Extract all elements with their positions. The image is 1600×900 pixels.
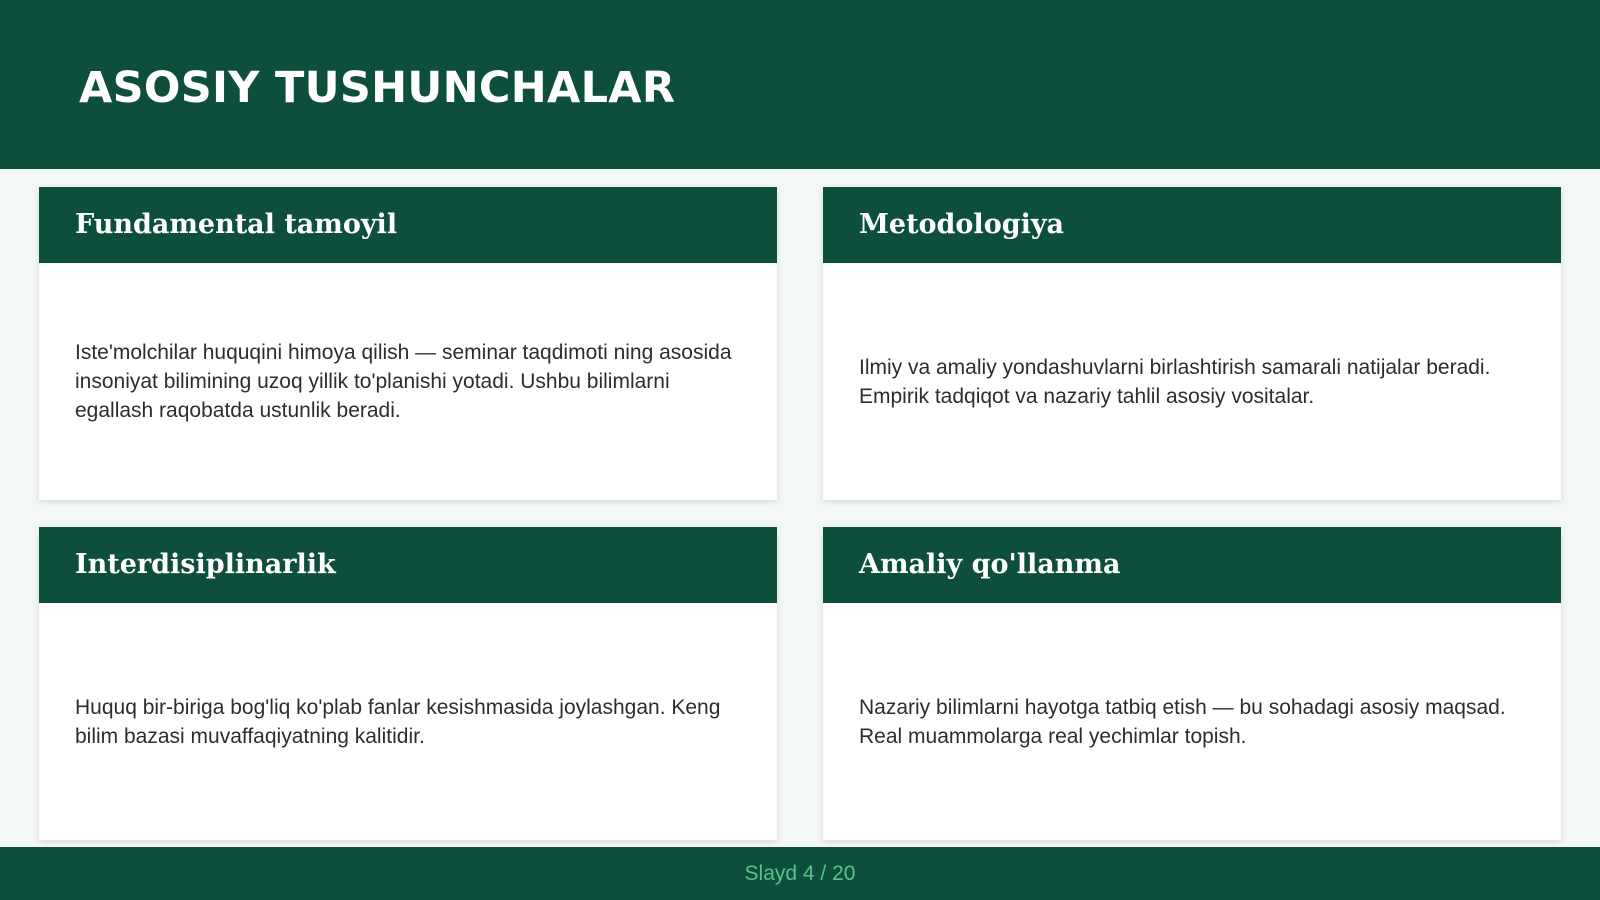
concept-card-practical <box>823 527 1561 840</box>
card-title: Metodologiya <box>859 209 1065 240</box>
card-header <box>39 187 777 263</box>
card-body <box>859 603 1521 840</box>
card-header <box>823 527 1561 603</box>
slide-header <box>0 0 1600 169</box>
card-text: Iste'molchilar huquqini himoya qilish — seminar taqdimoti ning asosida insoniyat bilimining uzoq yillik to'planishi yotadi. Ushbu bilimlarni egallash raqobatda ustunlik beradi. <box>75 341 732 422</box>
card-title: Interdisiplinarlik <box>75 549 336 580</box>
card-header <box>823 187 1561 263</box>
slide-footer <box>0 847 1600 900</box>
concept-card-methodology <box>823 187 1561 500</box>
card-body <box>75 263 737 500</box>
card-text: Huquq bir-biriga bog'liq ko'plab fanlar kesishmasida joylashgan. Keng bilim bazasi muvaffaqiyatning kalitidir. <box>75 695 721 748</box>
card-title: Fundamental tamoyil <box>75 209 398 240</box>
card-body <box>75 603 737 840</box>
card-header <box>39 527 777 603</box>
slide-title: ASOSIY TUSHUNCHALAR <box>79 63 676 113</box>
concept-card-fundamental <box>39 187 777 500</box>
slide-number: Slayd 4 / 20 <box>744 862 856 885</box>
card-text: Nazariy bilimlarni hayotga tatbiq etish — bu sohadagi asosiy maqsad. Real muammolarga real yechimlar topish. <box>859 695 1506 748</box>
card-title: Amaliy qo'llanma <box>859 549 1121 580</box>
card-body <box>859 263 1521 500</box>
card-text: Ilmiy va amaliy yondashuvlarni birlashtirish samarali natijalar beradi. Empirik tadqiqot va nazariy tahlil asosiy vositalar. <box>859 355 1491 408</box>
concept-card-interdisciplinary <box>39 527 777 840</box>
